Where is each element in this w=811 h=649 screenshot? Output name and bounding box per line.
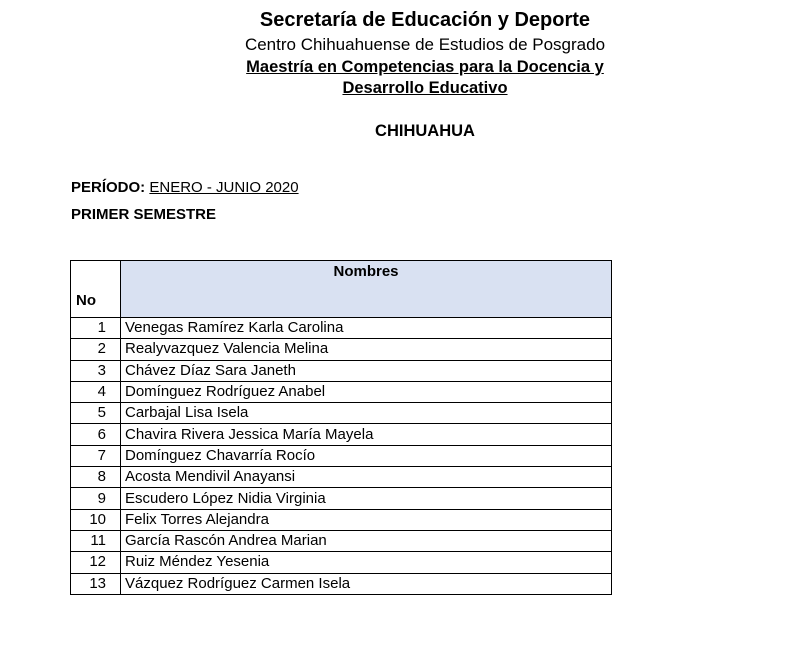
table-row [71, 552, 612, 573]
period-label: PERÍODO: [71, 179, 146, 196]
program-name-line-2: Desarrollo Educativo [342, 79, 508, 97]
table-row [71, 403, 612, 424]
row-number: 13 [71, 573, 121, 594]
row-number: 11 [71, 530, 121, 551]
table-row [71, 530, 612, 551]
student-name: Domínguez Chavarría Rocío [121, 445, 612, 466]
table-header-row [71, 261, 612, 318]
semester-label: PRIMER SEMESTRE [71, 206, 217, 223]
program-name-line-1: Maestría en Competencias para la Docencia y [246, 58, 604, 76]
document-title: Secretaría de Educación y Deporte [259, 9, 591, 31]
student-name: Vázquez Rodríguez Carmen Isela [121, 573, 612, 594]
column-header-names: Nombres [121, 261, 612, 318]
table-row [71, 488, 612, 509]
student-name: Venegas Ramírez Karla Carolina [121, 318, 612, 339]
table-row [71, 467, 612, 488]
period-value: ENERO - JUNIO 2020 [149, 179, 299, 196]
city-heading: CHIHUAHUA [375, 122, 475, 140]
student-name: Felix Torres Alejandra [121, 509, 612, 530]
student-name: Realyvazquez Valencia Melina [121, 339, 612, 360]
student-name: Chávez Díaz Sara Janeth [121, 360, 612, 381]
student-name: Acosta Mendivil Anayansi [121, 467, 612, 488]
period-line [71, 179, 299, 196]
row-number: 4 [71, 381, 121, 402]
table-row [71, 509, 612, 530]
table-row [71, 339, 612, 360]
student-name: Escudero López Nidia Virginia [121, 488, 612, 509]
table-body [71, 318, 612, 595]
row-number: 10 [71, 509, 121, 530]
student-name: Domínguez Rodríguez Anabel [121, 381, 612, 402]
row-number: 2 [71, 339, 121, 360]
row-number: 7 [71, 445, 121, 466]
student-roster-table [70, 260, 612, 595]
row-number: 8 [71, 467, 121, 488]
row-number: 6 [71, 424, 121, 445]
table-row [71, 424, 612, 445]
row-number: 5 [71, 403, 121, 424]
table-row [71, 573, 612, 594]
student-name: Ruiz Méndez Yesenia [121, 552, 612, 573]
table-row [71, 360, 612, 381]
student-name: García Rascón Andrea Marian [121, 530, 612, 551]
table-row [71, 318, 612, 339]
row-number: 9 [71, 488, 121, 509]
student-name: Carbajal Lisa Isela [121, 403, 612, 424]
row-number: 1 [71, 318, 121, 339]
row-number: 3 [71, 360, 121, 381]
row-number: 12 [71, 552, 121, 573]
student-name: Chavira Rivera Jessica María Mayela [121, 424, 612, 445]
institution-name: Centro Chihuahuense de Estudios de Posgrado [244, 35, 606, 54]
table-row [71, 381, 612, 402]
column-header-no: No [71, 261, 121, 318]
table-row [71, 445, 612, 466]
